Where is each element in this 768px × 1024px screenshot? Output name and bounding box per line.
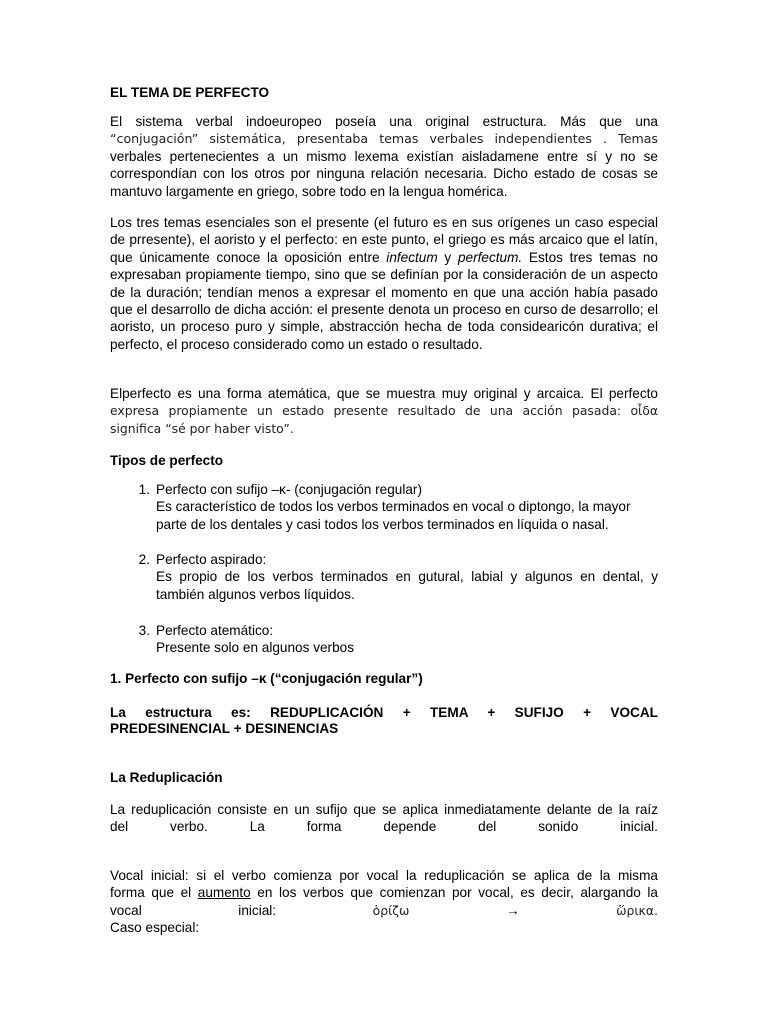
text-line: La reduplicación consiste en un sufijo que se aplica inmediatamente delante de la raíz bbox=[110, 802, 658, 817]
text-line: La estructura es: REDUPLICACIÓN + TEMA + SUFIJO + VOCAL bbox=[110, 705, 658, 720]
word: inicial: bbox=[238, 902, 277, 918]
heading-reduplicacion: La Reduplicación bbox=[110, 770, 223, 785]
text-line: mantuvo largamente en griego, sobre todo en la lengua homérica. bbox=[110, 183, 508, 199]
list-number: 2. bbox=[138, 552, 150, 567]
list-item-body: Es propio de los verbos terminados en gutural, labial y algunos en dental, y también algunos verbos líquidos. bbox=[156, 569, 658, 602]
text-run: en los verbos que comienzan por vocal, es decir, alargando la bbox=[250, 885, 658, 901]
list-item-body: Presente solo en algunos verbos bbox=[156, 640, 354, 656]
page-title: EL TEMA DE PERFECTO bbox=[110, 85, 270, 100]
paragraph-reduplicacion bbox=[110, 801, 658, 836]
word: verbo. bbox=[170, 819, 208, 835]
text-line: Elperfecto es una forma atemática, que se muestra muy original y arcaica. El perfecto bbox=[110, 386, 658, 401]
text-line: significa “sé por haber visto”. bbox=[110, 420, 294, 436]
word: del bbox=[478, 819, 497, 835]
text-line bbox=[110, 818, 658, 835]
heading-tipos: Tipos de perfecto bbox=[110, 453, 224, 468]
estructura-formula bbox=[110, 705, 658, 736]
greek-word: ὁρίζω bbox=[372, 902, 410, 918]
text-line bbox=[110, 884, 658, 901]
text-line: “conjugación” sistemática, presentaba temas verbales independientes . Temas bbox=[110, 131, 658, 147]
text-line: Vocal inicial: si el verbo comienza por vocal la reduplicación se aplica de la misma bbox=[110, 868, 658, 883]
list-item bbox=[132, 551, 658, 603]
word: inicial. bbox=[620, 819, 658, 835]
text-line: verbales pertenecientes a un mismo lexema existían aisladamene entre sí y no se bbox=[110, 148, 658, 164]
paragraph-intro bbox=[110, 113, 658, 200]
text-run: y bbox=[437, 249, 458, 265]
text-line: El sistema verbal indoeuropeo poseía una original estructura. Más que una bbox=[110, 114, 658, 129]
word: del bbox=[110, 819, 129, 835]
list-item-body: Es característico de todos los verbos terminados en vocal o diptongo, la mayor parte de los dentales y casi todos los verbos terminados en líquida o nasal. bbox=[156, 499, 631, 532]
paragraph-vocal-inicial bbox=[110, 867, 658, 937]
section-heading: 1. Perfecto con sufijo –κ (“conjugación regular”) bbox=[110, 671, 423, 686]
text-line: correspondían con los otros por ninguna relación necesaria. Dicho estado de cosas se bbox=[110, 166, 658, 182]
italic-term: infectum bbox=[386, 249, 438, 265]
list-number: 3. bbox=[138, 623, 150, 638]
list-item-title: Perfecto atemático: bbox=[156, 623, 274, 638]
word: La bbox=[249, 819, 265, 835]
list-item bbox=[132, 622, 658, 658]
word: sonido bbox=[538, 819, 579, 835]
text-line: expresa propiamente un estado presente resultado de una acción pasada: οἶδα bbox=[110, 403, 658, 419]
word: vocal bbox=[110, 902, 142, 918]
underlined-term: aumento bbox=[197, 885, 251, 901]
list-item bbox=[132, 481, 658, 533]
text-run: Los tres temas esenciales son el presente (el futuro es en sus orígenes un caso especial de prresente), el aoristo y el perfecto: en este punto, el griego es más arcaico que el latín, que únicamente conoce la oposición entre bbox=[110, 215, 658, 265]
list-number: 1. bbox=[138, 482, 150, 497]
arrow-icon: → bbox=[505, 902, 520, 918]
word: forma bbox=[306, 819, 342, 835]
text-line: Caso especial: bbox=[110, 920, 200, 936]
word: depende bbox=[383, 819, 437, 835]
list-item-title: Perfecto con sufijo –κ- (conjugación regular) bbox=[156, 482, 422, 497]
text-line bbox=[110, 902, 658, 919]
greek-word: ὥρικα. bbox=[616, 902, 658, 918]
paragraph-perfecto bbox=[110, 385, 658, 437]
text-line: PREDESINENCIAL + DESINENCIAS bbox=[110, 720, 339, 736]
text-run: Estos tres temas no expresaban propiamente tiempo, sino que se definían por la consideración de un aspecto de la duración; tendían menos a expresar el momento en que una acción había pasado que el desarrollo de dicha acción: el presente denota un proceso en curso de desarrollo; el aoristo, un proceso puro y simple, abstracción hecha de toda considearicón durativa; el perfecto, el proceso considerado como un estado o resultado. bbox=[110, 249, 658, 352]
paragraph-temas bbox=[110, 214, 658, 353]
text-run: forma que el bbox=[110, 885, 198, 901]
italic-term: perfectum. bbox=[457, 249, 523, 265]
list-item-title: Perfecto aspirado: bbox=[156, 552, 267, 567]
